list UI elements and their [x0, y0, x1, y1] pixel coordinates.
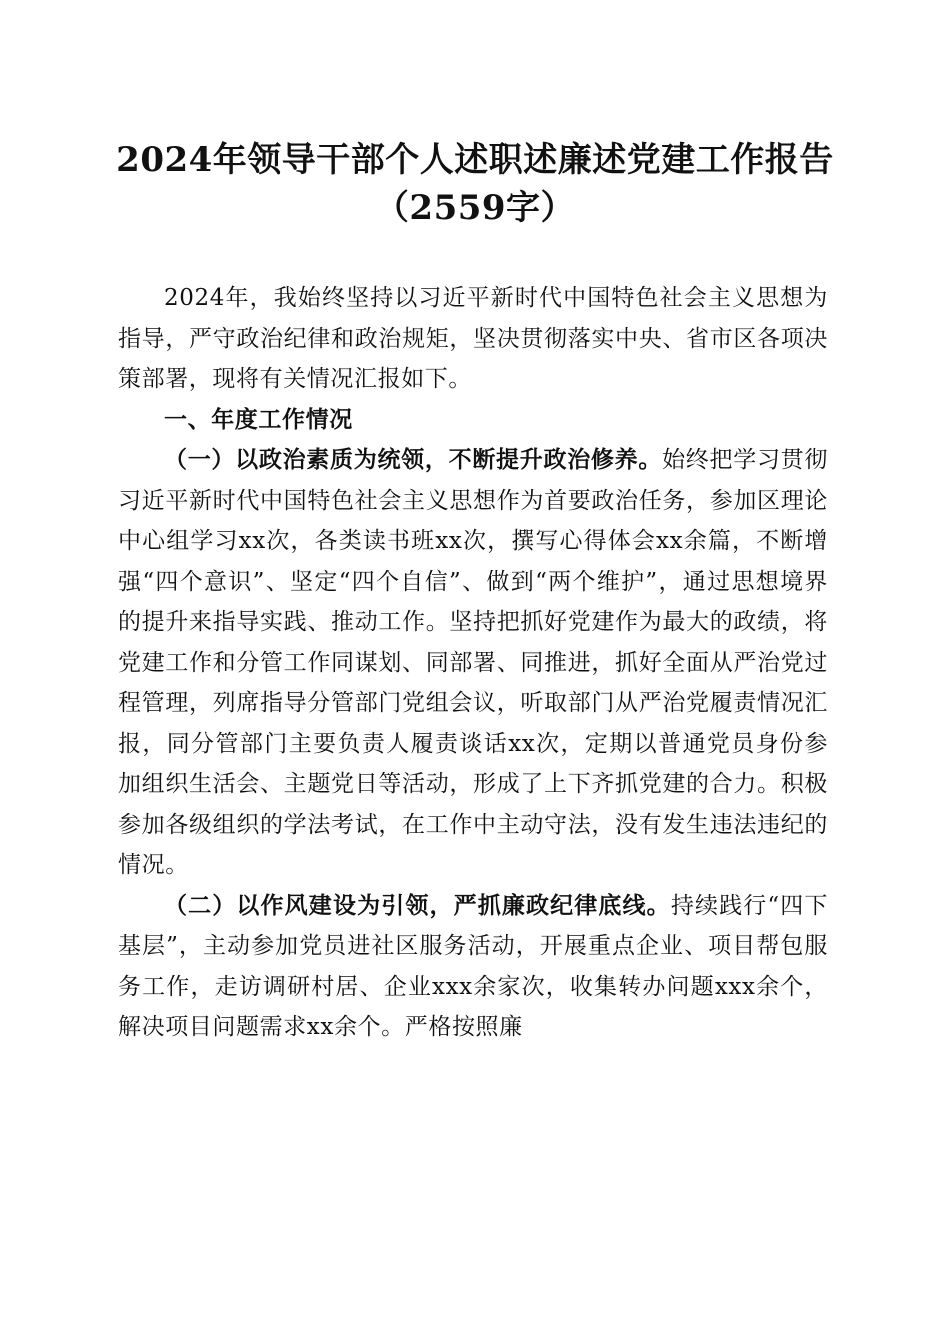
paragraph-part-1 [118, 440, 828, 886]
part-1-text: 始终把学习贯彻习近平新时代中国特色社会主义思想作为首要政治任务，参加区理论中心组学习xx次，各类读书班xx次，撰写心得体会xx余篇，不断增强“四个意识”、坚定“四个自信”、做到“两个维护”，通过思想境界的提升来指导实践、推动工作。坚持把抓好党建作为最大的政绩，将党建工作和分管工作同谋划、同部署、同推进，抓好全面从严治党过程管理，列席指导分管部门党组会议，听取部门从严治党履责情况汇报，同分管部门主要负责人履责谈话xx次，定期以普通党员身份参加组织生活会、主题党日等活动，形成了上下齐抓党建的合力。积极参加各级组织的学法考试，在工作中主动守法，没有发生违法违纪的情况。 [118, 447, 829, 878]
part-1-lead: （一）以政治素质为统领，不断提升政治修养。 [164, 446, 663, 473]
document-body [118, 278, 828, 1048]
document-title: 2024年领导干部个人述职述廉述党建工作报告（2559字） [116, 140, 834, 228]
section-heading-1: 一、年度工作情况 [164, 406, 353, 433]
paragraph-part-2 [118, 886, 828, 1048]
part-2-lead: （二）以作风建设为引领，严抓廉政纪律底线。 [164, 891, 671, 919]
part-2-text: 持续践行“四下基层”，主动参加党员进社区服务活动，开展重点企业、项目帮包服务工作，走访调研村居、企业xxx余家次，收集转办问题xxx余个，解决项目问题需求xx余个。严格按照廉 [118, 892, 828, 1040]
intro-paragraph: 2024年，我始终坚持以习近平新时代中国特色社会主义思想为指导，严守政治纪律和政治规矩，坚决贯彻落实中央、省市区各项决策部署，现将有关情况汇报如下。 [118, 285, 828, 392]
